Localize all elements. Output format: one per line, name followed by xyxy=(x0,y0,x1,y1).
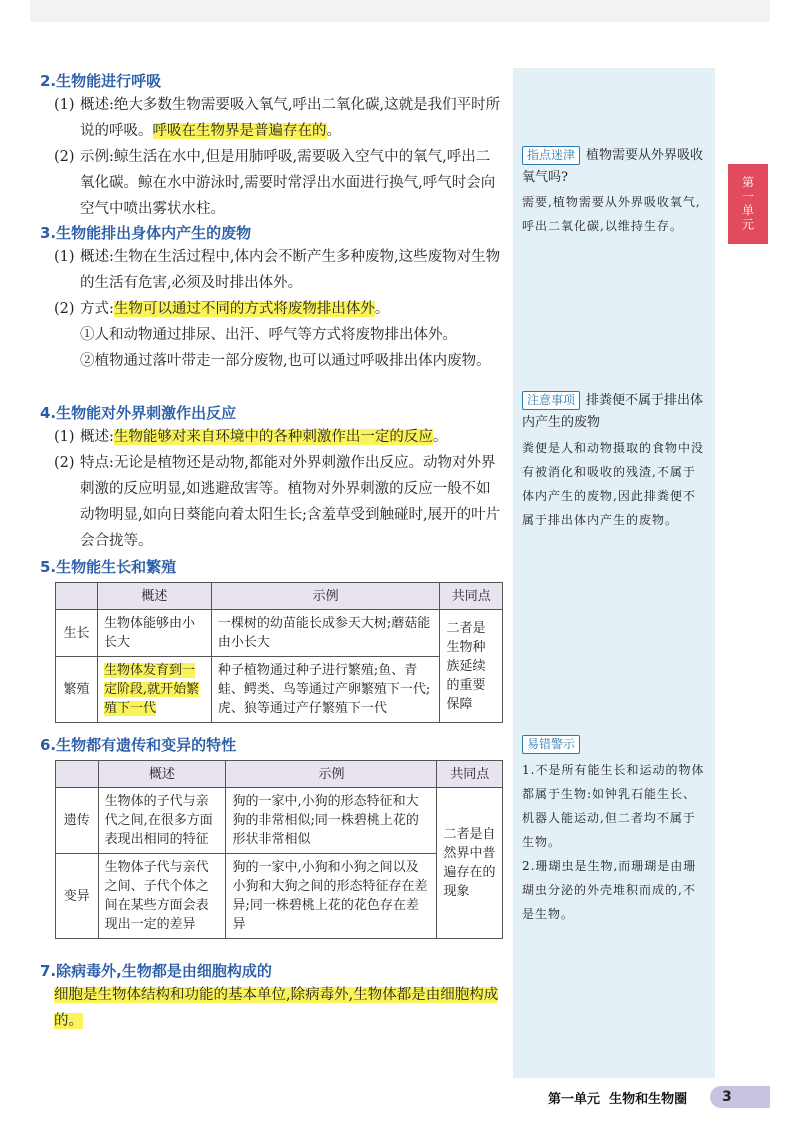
section-4-item-2 xyxy=(54,450,504,554)
section-3-title: 3.生物能排出身体内产生的废物 xyxy=(40,224,252,242)
row-desc: 生物体子代与亲代之间、子代个体之间在某些方面会表现出一定的差异 xyxy=(98,854,226,939)
section-7-title: 7.除病毒外,生物都是由细胞构成的 xyxy=(40,962,272,980)
row-example: 狗的一家中,小狗的形态特征和大狗的非常相似;同一株碧桃上花的形状非常相似 xyxy=(226,788,437,854)
item-label: (2) xyxy=(54,149,75,165)
tip-box-1-title xyxy=(522,145,708,189)
section-4-title: 4.生物能对外界刺激作出反应 xyxy=(40,404,237,422)
footer-chapter: 生物和生物圈 xyxy=(609,1092,688,1107)
section-3-item-1 xyxy=(54,244,504,296)
table-row xyxy=(56,657,503,723)
tip-question: 排粪便不属于排出体内产生的废物 xyxy=(522,393,704,430)
section-6-title: 6.生物都有遗传和变异的特性 xyxy=(40,736,237,754)
tip-box-3-point-1: 1.不是所有能生长和运动的物体都属于生物:如钟乳石能生长、机器人能运动,但二者均不属于生物。 xyxy=(522,763,705,849)
row-example: 狗的一家中,小狗和小狗之间以及小狗和大狗之间的形态特征存在差异;同一株碧桃上花的花色存在差异 xyxy=(226,854,437,939)
warning-badge: 易错警示 xyxy=(522,735,580,754)
table-header-row: 概述 示例 共同点 xyxy=(56,761,503,788)
highlight-text: 呼吸在生物界是普遍存在的 xyxy=(152,123,327,139)
section-5-title: 5.生物能生长和繁殖 xyxy=(40,558,177,576)
highlight-text: 细胞是生物体结构和功能的基本单位,除病毒外,生物体都是由细胞构成的。 xyxy=(54,987,499,1029)
item-text: 概述:生物在生活过程中,体内会不断产生多种废物,这些废物对生物的生活有危害,必须及时排出体外。 xyxy=(80,249,501,291)
item-text: 示例:鲸生活在水中,但是用肺呼吸,需要吸入空气中的氧气,呼出二氧化碳。鲸在水中游泳时,需要时常浮出水面进行换气,呼气时会向空气中喷出雾状水柱。 xyxy=(80,149,496,217)
row-example: 一棵树的幼苗能长成参天大树;蘑菇能由小长大 xyxy=(211,610,440,657)
common-point: 二者是自然界中普遍存在的现象 xyxy=(437,788,503,939)
item-label: (1) xyxy=(54,97,75,113)
highlight-text: 生物能够对来自环境中的各种刺激作出一定的反应 xyxy=(113,429,433,445)
section-2-item-1: (1) 概述:绝大多数生物需要吸入氧气,呼出二氧化碳,这就是我们平时所说的呼吸。呼吸在生物界是普遍存在的。 xyxy=(54,92,504,144)
item-label: (2) xyxy=(54,301,75,317)
item-label: (1) xyxy=(54,429,75,445)
tip-box-3-title xyxy=(522,734,708,756)
page-number: 3 xyxy=(710,1086,770,1108)
table-row xyxy=(56,854,503,939)
common-point: 二者是生物种族延续的重要保障 xyxy=(440,610,503,723)
notice-badge: 注意事项 xyxy=(522,391,580,410)
footer-unit: 第一单元 xyxy=(548,1092,601,1107)
heredity-variation-table xyxy=(55,760,503,939)
section-4-item-1: (1) 概述:生物能够对来自环境中的各种刺激作出一定的反应。 xyxy=(54,424,504,450)
tip-badge: 指点迷津 xyxy=(522,146,580,165)
section-2-item-2 xyxy=(54,144,504,222)
item-text: 概述:绝大多数生物需要吸入氧气,呼出二氧化碳,这就是我们平时所说的呼吸。 xyxy=(80,97,501,139)
tip-box-1-answer: 需要,植物需要从外界吸收氧气,呼出二氧化碳,以维持生存。 xyxy=(522,195,701,233)
tip-box-2-title xyxy=(522,390,708,434)
item-label: (1) xyxy=(54,249,75,265)
table-header-row: 概述 示例 共同点 xyxy=(56,583,503,610)
row-label: 变异 xyxy=(56,854,99,939)
section-3-item-2: (2) 方式:生物可以通过不同的方式将废物排出体外。 ①人和动物通过排尿、出汗、呼气等方式将废物排出体外。 ②植物通过落叶带走一部分废物,也可以通过呼吸排出体内废物。 xyxy=(54,296,504,374)
sub-item-1: ①人和动物通过排尿、出汗、呼气等方式将废物排出体外。 xyxy=(80,327,457,343)
page-footer xyxy=(548,1088,687,1107)
row-example: 种子植物通过种子进行繁殖;鱼、青蛙、鳄类、鸟等通过产卵繁殖下一代;虎、狼等通过产仔繁殖下一代 xyxy=(211,657,440,723)
table-row xyxy=(56,610,503,657)
highlight-text: 生物可以通过不同的方式将废物排出体外 xyxy=(113,301,375,317)
row-desc: 生物体能够由小长大 xyxy=(98,610,212,657)
item-text: 特点:无论是植物还是动物,都能对外界刺激作出反应。动物对外界刺激的反应明显,如逃避敌害等。植物对外界刺激的反应一般不如动物明显,如向日葵能向着太阳生长;含羞草受到触碰时,展开的叶片会合拢等。 xyxy=(80,455,501,549)
row-label: 遗传 xyxy=(56,788,99,854)
row-label: 繁殖 xyxy=(56,657,98,723)
row-label: 生长 xyxy=(56,610,98,657)
sub-item-2: ②植物通过落叶带走一部分废物,也可以通过呼吸排出体内废物。 xyxy=(80,353,491,369)
growth-reproduction-table xyxy=(55,582,503,723)
tip-question: 植物需要从外界吸收氧气吗? xyxy=(522,148,704,185)
page-top-band xyxy=(30,0,770,22)
table-row xyxy=(56,788,503,854)
tip-box-2-answer: 粪便是人和动物摄取的食物中没有被消化和吸收的残渣,不属于体内产生的废物,因此排粪便不属于排出体内产生的废物。 xyxy=(522,441,705,527)
section-7-text xyxy=(54,982,502,1034)
highlight-text: 生物体发育到一定阶段,就开始繁殖下一代 xyxy=(104,663,200,716)
row-desc: 生物体的子代与亲代之间,在很多方面表现出相同的特征 xyxy=(98,788,226,854)
unit-tab: 第一单元 xyxy=(728,164,768,244)
item-label: (2) xyxy=(54,455,75,471)
tip-box-3-point-2: 2.珊瑚虫是生物,而珊瑚是由珊瑚虫分泌的外壳堆积而成的,不是生物。 xyxy=(522,859,697,921)
section-2-title: 2.生物能进行呼吸 xyxy=(40,72,162,90)
